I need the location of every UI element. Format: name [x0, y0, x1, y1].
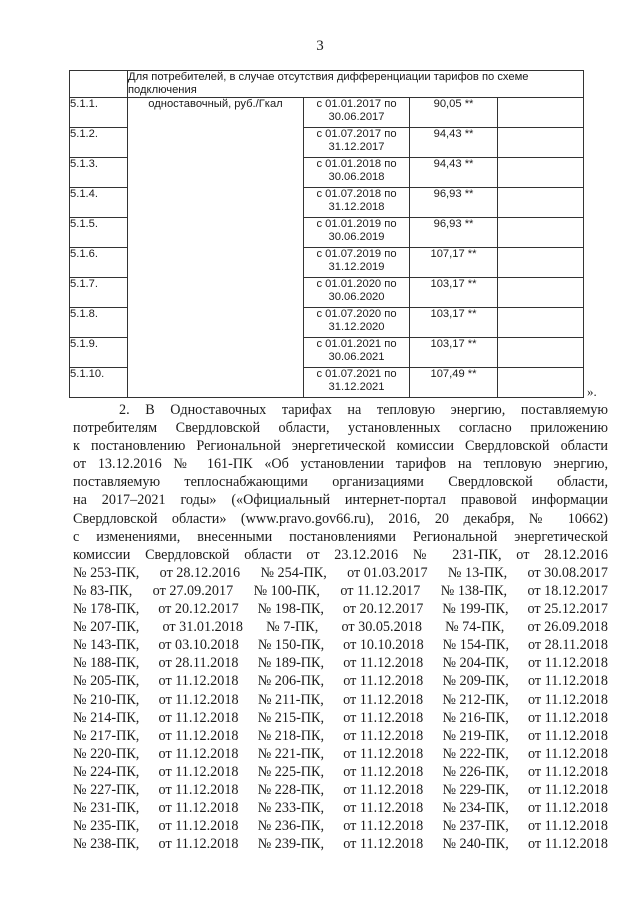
decree-number: № 238-ПК,	[73, 836, 140, 853]
period-end: 30.06.2017	[328, 111, 385, 123]
decree-date: от 11.12.2018	[158, 763, 239, 780]
period-end: 30.06.2021	[328, 351, 385, 363]
decree-date: от 11.12.2018	[527, 673, 608, 690]
paragraph-line: с изменениями, внесенными постановлениями Региональной энергетической	[73, 528, 608, 545]
empty-cell	[498, 338, 584, 368]
decree-number: № 220-ПК,	[73, 745, 140, 762]
table-row	[70, 98, 584, 128]
decree-number: № 205-ПК,	[73, 673, 140, 690]
decree-number: № 199-ПК,	[442, 601, 509, 618]
decree-date: от 11.12.2018	[343, 691, 424, 708]
decree-number: № 100-ПК,	[253, 582, 320, 599]
decree-number: № 233-ПК,	[257, 800, 325, 817]
decree-date: от 18.12.2017	[527, 582, 608, 599]
decree-number: № 224-ПК,	[73, 763, 140, 780]
empty-cell	[498, 98, 584, 128]
empty-cell	[498, 188, 584, 218]
decree-date: от 10.10.2018	[343, 637, 424, 654]
header-description: Для потребителей, в случае отсутствия дифференциации тарифов по схеме подключения	[128, 71, 584, 98]
decree-number: № 83-ПК,	[73, 582, 133, 599]
decree-number: № 198-ПК,	[257, 601, 324, 618]
paragraph-line: комиссии Свердловской области от 23.12.2016 № 231-ПК, от 28.12.2016	[73, 546, 608, 563]
decree-number: № 222-ПК,	[442, 745, 509, 762]
decree-date: от 30.08.2017	[527, 564, 608, 581]
table-header-row	[70, 71, 584, 98]
decree-date: от 11.12.2018	[343, 655, 424, 672]
decree-date: от 11.12.2018	[527, 745, 608, 762]
paragraph-line: от 13.12.2016 № 161-ПК «Об установлении тарифов на тепловую энергию,	[73, 456, 608, 473]
row-number: 5.1.4.	[70, 188, 128, 218]
decree-date: от 11.12.2018	[158, 818, 239, 835]
reference-line	[73, 600, 608, 618]
decree-date: от 26.09.2018	[527, 619, 608, 636]
decree-date: от 11.12.2018	[343, 763, 424, 780]
decree-date: от 01.03.2017	[347, 564, 428, 581]
paragraph-line: поставляемую теплоснабжающими организациями Свердловской области,	[73, 474, 608, 491]
empty-cell	[498, 158, 584, 188]
decree-date: от 20.12.2017	[158, 601, 239, 618]
decree-number: № 204-ПК,	[442, 655, 509, 672]
decree-number: № 253-ПК,	[73, 564, 140, 581]
period-start: с 01.01.2019 по	[316, 218, 397, 230]
period-end: 31.12.2018	[328, 201, 385, 213]
period-start: с 01.01.2021 по	[316, 338, 397, 350]
decree-date: от 11.12.2018	[527, 655, 608, 672]
tariff-value: 103,17 **	[410, 338, 498, 368]
decree-date: от 11.12.2018	[527, 763, 608, 780]
decree-date: от 11.12.2018	[343, 800, 424, 817]
reference-line	[73, 709, 608, 727]
decree-date: от 11.12.2018	[343, 673, 424, 690]
empty-cell	[498, 278, 584, 308]
decree-number: № 138-ПК,	[440, 582, 508, 599]
header-empty-cell	[70, 71, 128, 98]
decree-date: от 30.05.2018	[341, 619, 422, 636]
decree-number: № 218-ПК,	[257, 727, 325, 744]
period-end: 31.12.2019	[328, 261, 385, 273]
decree-number: № 188-ПК,	[73, 655, 140, 672]
empty-cell	[498, 128, 584, 158]
decree-date: от 11.12.2018	[527, 818, 608, 835]
period-end: 31.12.2020	[328, 321, 385, 333]
tariff-value: 96,93 **	[410, 218, 498, 248]
decree-number: № 216-ПК,	[442, 709, 509, 726]
decree-date: от 11.12.2018	[158, 836, 239, 853]
decree-date: от 11.12.2018	[158, 673, 239, 690]
decree-number: № 239-ПК,	[257, 836, 325, 853]
decree-number: № 211-ПК,	[257, 691, 324, 708]
paragraph-line: на 2017–2021 годы» («Официальный интернет-портал правовой информации	[73, 492, 608, 509]
decree-date: от 11.12.2018	[528, 691, 608, 708]
reference-line	[73, 636, 608, 654]
decree-number: № 7-ПК,	[266, 619, 319, 636]
decree-number: № 189-ПК,	[257, 655, 325, 672]
period-end: 31.12.2021	[328, 381, 385, 393]
period-cell	[304, 368, 410, 398]
tariff-value: 94,43 **	[410, 158, 498, 188]
decree-number: № 234-ПК,	[442, 800, 509, 817]
period-cell	[304, 248, 410, 278]
period-cell	[304, 158, 410, 188]
reference-line	[73, 582, 608, 600]
period-start: с 01.01.2017 по	[316, 98, 397, 110]
decree-number: № 210-ПК,	[73, 691, 140, 708]
reference-line	[73, 727, 608, 745]
decree-date: от 11.12.2018	[527, 836, 608, 853]
row-number: 5.1.2.	[70, 128, 128, 158]
decree-date: от 11.12.2018	[343, 745, 424, 762]
tariff-value: 107,49 **	[410, 368, 498, 398]
decree-date: от 11.12.2018	[343, 836, 424, 853]
tariff-value: 96,93 **	[410, 188, 498, 218]
decree-date: от 11.12.2018	[527, 727, 608, 744]
decree-number: № 235-ПК,	[73, 818, 140, 835]
decree-date: от 20.12.2017	[342, 601, 424, 618]
decree-number: № 236-ПК,	[257, 818, 325, 835]
decree-number: № 219-ПК,	[442, 727, 509, 744]
paragraph-line: к постановлению Региональной энергетической комиссии Свердловской области	[73, 438, 608, 455]
period-start: с 01.07.2019 по	[316, 248, 397, 260]
period-cell	[304, 218, 410, 248]
decree-date: от 28.12.2016	[159, 564, 241, 581]
row-number: 5.1.5.	[70, 218, 128, 248]
decree-date: от 28.11.2018	[528, 637, 608, 654]
decree-number: № 207-ПК,	[73, 619, 140, 636]
decree-date: от 11.12.2018	[527, 800, 608, 817]
amendment-paragraph	[73, 401, 608, 853]
row-number: 5.1.9.	[70, 338, 128, 368]
decree-date: от 11.12.2017	[340, 582, 421, 599]
period-end: 30.06.2019	[328, 231, 385, 243]
row-number: 5.1.6.	[70, 248, 128, 278]
tariff-type-label: одноставочный, руб./Гкал	[128, 98, 304, 398]
period-start: с 01.01.2020 по	[316, 278, 397, 290]
reference-line	[73, 835, 608, 853]
decree-number: № 212-ПК,	[442, 691, 509, 708]
row-number: 5.1.3.	[70, 158, 128, 188]
period-cell	[304, 188, 410, 218]
decree-date: от 11.12.2018	[158, 800, 239, 817]
decree-number: № 231-ПК,	[73, 800, 140, 817]
page-number: 3	[316, 38, 324, 54]
tariff-value: 107,17 **	[410, 248, 498, 278]
period-end: 31.12.2017	[328, 141, 385, 153]
decree-number: № 178-ПК,	[73, 601, 140, 618]
decree-date: от 11.12.2018	[158, 745, 239, 762]
decree-number: № 254-ПК,	[260, 564, 327, 581]
period-cell	[304, 338, 410, 368]
decree-number: № 154-ПК,	[442, 637, 510, 654]
decree-number: № 150-ПК,	[257, 637, 325, 654]
decree-number: № 240-ПК,	[442, 836, 509, 853]
decree-number: № 217-ПК,	[73, 727, 140, 744]
decree-date: от 11.12.2018	[343, 709, 424, 726]
reference-line	[73, 745, 608, 763]
period-end: 30.06.2020	[328, 291, 385, 303]
reference-line	[73, 618, 608, 636]
tariff-value: 103,17 **	[410, 278, 498, 308]
decree-number: № 74-ПК,	[445, 619, 505, 636]
decree-date: от 25.12.2017	[527, 601, 608, 618]
row-number: 5.1.7.	[70, 278, 128, 308]
decree-date: от 11.12.2018	[343, 781, 424, 798]
decree-number: № 237-ПК,	[442, 818, 509, 835]
decree-date: от 11.12.2018	[158, 691, 239, 708]
decree-number: № 225-ПК,	[257, 763, 325, 780]
decree-date: от 03.10.2018	[158, 637, 239, 654]
reference-line	[73, 691, 608, 709]
period-cell	[304, 128, 410, 158]
period-cell	[304, 278, 410, 308]
period-start: с 01.07.2018 по	[316, 188, 397, 200]
reference-line	[73, 654, 608, 672]
decree-number: № 143-ПК,	[73, 637, 140, 654]
decree-number: № 209-ПК,	[442, 673, 509, 690]
empty-cell	[498, 218, 584, 248]
decree-number: № 229-ПК,	[442, 781, 509, 798]
reference-line	[73, 781, 608, 799]
decree-number: № 215-ПК,	[257, 709, 325, 726]
reference-line	[73, 564, 608, 582]
period-start: с 01.07.2017 по	[316, 128, 397, 140]
tariff-value: 90,05 **	[410, 98, 498, 128]
row-number: 5.1.10.	[70, 368, 128, 398]
decree-number: № 226-ПК,	[442, 763, 509, 780]
decree-date: от 11.12.2018	[158, 727, 239, 744]
decree-date: от 27.09.2017	[152, 582, 234, 599]
decree-number: № 228-ПК,	[257, 781, 325, 798]
closing-quote: ».	[587, 384, 597, 399]
tariff-value: 94,43 **	[410, 128, 498, 158]
empty-cell	[498, 368, 584, 398]
row-number: 5.1.8.	[70, 308, 128, 338]
row-number: 5.1.1.	[70, 98, 128, 128]
period-start: с 01.07.2021 по	[316, 368, 397, 380]
period-start: с 01.07.2020 по	[316, 308, 397, 320]
empty-cell	[498, 308, 584, 338]
decree-number: № 214-ПК,	[73, 709, 140, 726]
decree-number: № 221-ПК,	[257, 745, 325, 762]
decree-date: от 28.11.2018	[158, 655, 239, 672]
paragraph-line: Свердловской области» (www.pravo.gov66.ru), 2016, 20 декабря, № 10662)	[73, 510, 608, 527]
decree-number: № 227-ПК,	[73, 781, 140, 798]
paragraph-line: 2. В Одноставочных тарифах на тепловую энергию, поставляемую	[119, 402, 608, 418]
period-cell	[304, 98, 410, 128]
reference-line	[73, 763, 608, 781]
tariff-table	[69, 70, 584, 398]
period-end: 30.06.2018	[328, 171, 385, 183]
decree-date: от 11.12.2018	[158, 781, 239, 798]
decree-number: № 13-ПК,	[447, 564, 508, 581]
decree-date: от 11.12.2018	[343, 818, 424, 835]
decree-date: от 11.12.2018	[527, 709, 608, 726]
decree-date: от 11.12.2018	[527, 781, 608, 798]
period-cell	[304, 308, 410, 338]
reference-line	[73, 672, 608, 690]
reference-line	[73, 817, 608, 835]
paragraph-line: потребителям Свердловской области, установленных согласно приложению	[73, 420, 608, 437]
decree-number: № 206-ПК,	[257, 673, 325, 690]
empty-cell	[498, 248, 584, 278]
reference-line	[73, 799, 608, 817]
decree-date: от 31.01.2018	[162, 619, 243, 636]
tariff-value: 103,17 **	[410, 308, 498, 338]
decree-date: от 11.12.2018	[343, 727, 424, 744]
decree-date: от 11.12.2018	[158, 709, 239, 726]
period-start: с 01.01.2018 по	[316, 158, 397, 170]
